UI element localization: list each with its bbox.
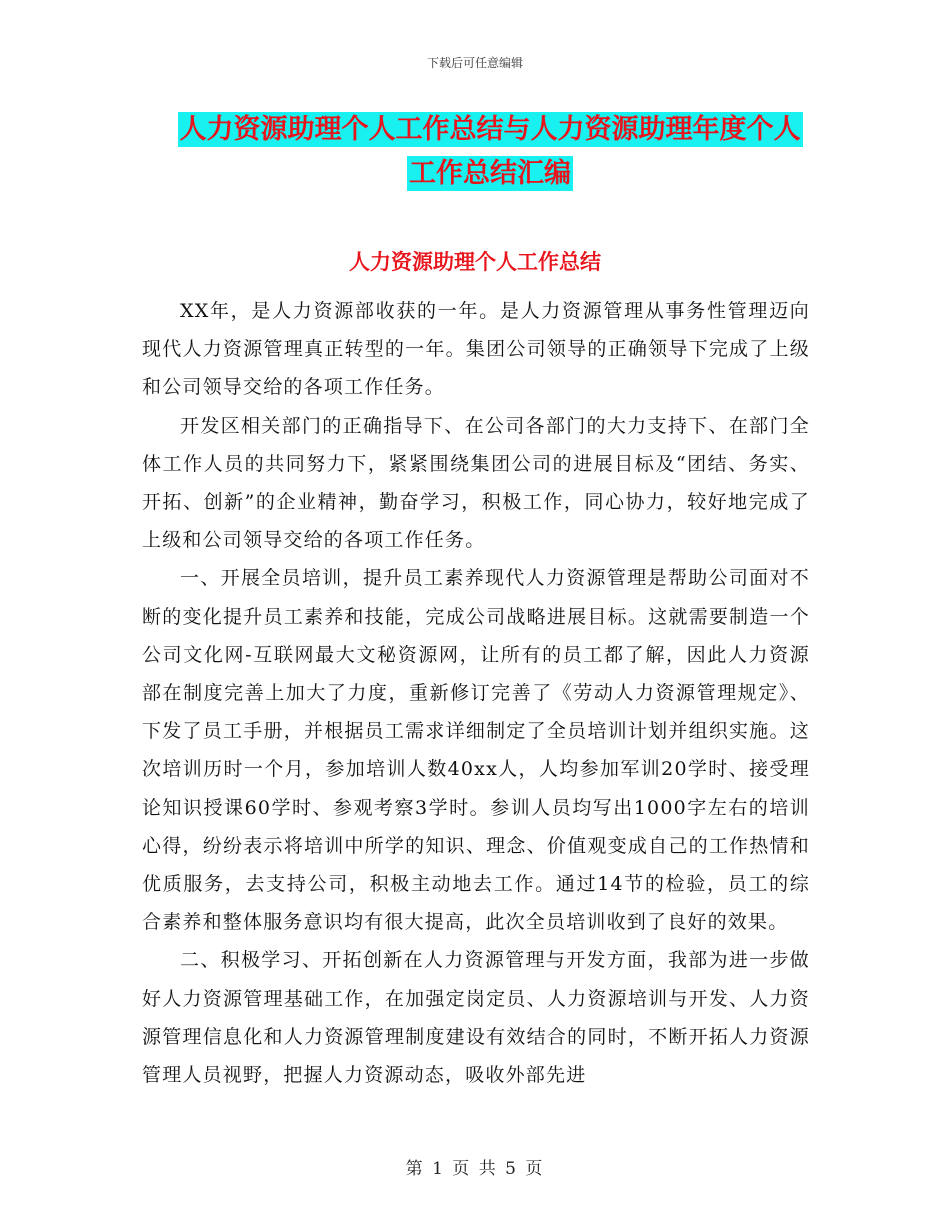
page-number: 第 1 页 共 5 页 [405, 1159, 545, 1179]
document-title-line-2: 工作总结汇编 [409, 158, 571, 189]
header-note: 下载后可任意编辑 [426, 56, 523, 70]
paragraph: 二、积极学习、开拓创新在人力资源管理与开发方面，我部为进一步做好人力资源管理基础工作，在加强定岗定员、人力资源培训与开发、人力资源管理信息化和人力资源管理制度建设有效结合的同时，不断开拓人力资源管理人员视野，把握人力资源动态，吸收外部先进 [142, 949, 810, 1087]
paragraph: XX年，是人力资源部收获的一年。是人力资源管理从事务性管理迈向现代人力资源管理真正转型的一年。集团公司领导的正确领导下完成了上级和公司领导交给的各项工作任务。 [142, 300, 810, 399]
document-title [150, 108, 830, 196]
document-title-line-1: 人力资源助理个人工作总结与人力资源助理年度个人 [179, 114, 801, 145]
section-title: 人力资源助理个人工作总结 [349, 249, 601, 274]
paragraph: 一、开展全员培训，提升员工素养现代人力资源管理是帮助公司面对不断的变化提升员工素养和技能，完成公司战略进展目标。这就需要制造一个公司文化网-互联网最大文秘资源网，让所有的员工都了解，因此人力资源部在制度完善上加大了力度，重新修订完善了《劳动人力资源管理规定》、下发了员工手册，并根据员工需求详细制定了全员培训计划并组织实施。这次培训历时一个月，参加培训人数40xx人，人均参加军训20学时、接受理论知识授课60学时、参观考察3学时。参训人员均写出1000字左右的培训心得，纷纷表示将培训中所学的知识、理念、价值观变成自己的工作热情和优质服务，去支持公司，积极主动地去工作。通过14节的检验，员工的综合素养和整体服务意识均有很大提高，此次全员培训收到了良好的效果。 [142, 567, 810, 934]
document-body [142, 292, 810, 1094]
paragraph: 开发区相关部门的正确指导下、在公司各部门的大力支持下、在部门全体工作人员的共同努力下，紧紧围绕集团公司的进展目标及“团结、务实、开拓、创新”的企业精神，勤奋学习，积极工作，同心协力，较好地完成了上级和公司领导交给的各项工作任务。 [142, 414, 810, 552]
